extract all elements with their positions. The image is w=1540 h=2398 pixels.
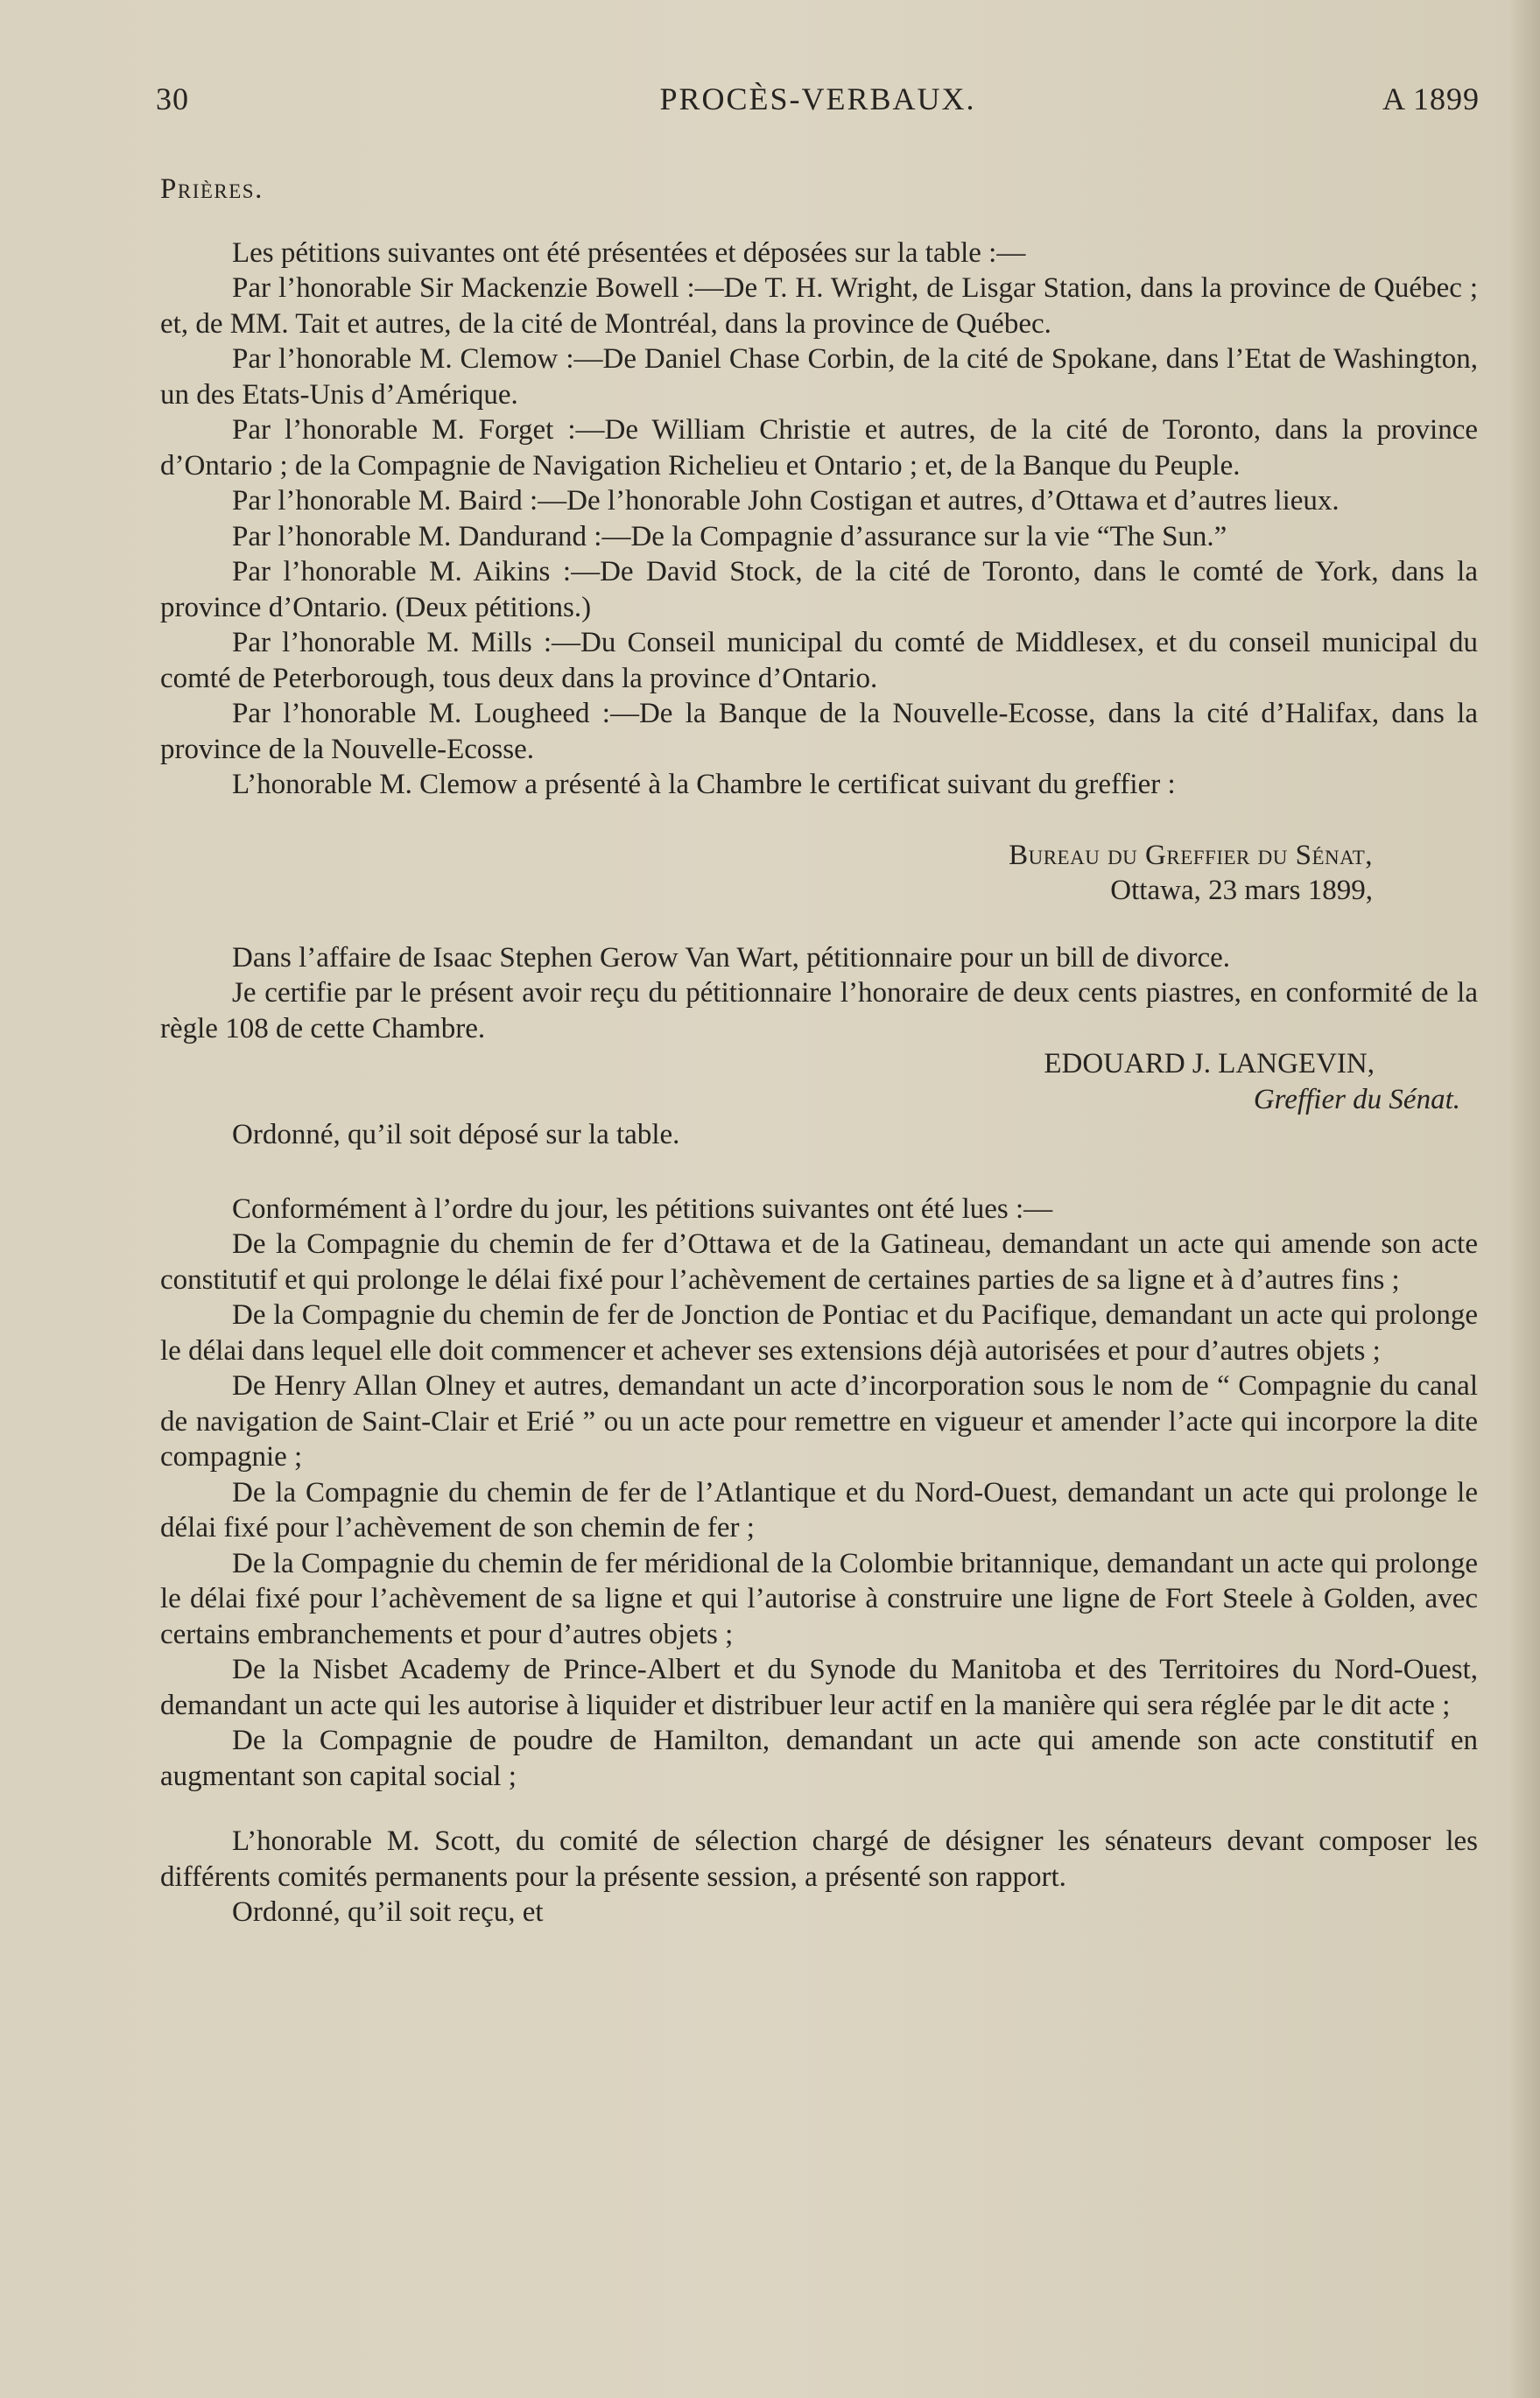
certificate-matter: Dans l’affaire de Isaac Stephen Gerow Van Wart, pétitionnaire pour un bill de divorce. [232, 941, 1231, 974]
petition-read-paragraph: De la Compagnie du chemin de fer méridional de la Colombie britannique, demandant un acte qui prolonge le délai fixé pour l’achèvement de sa ligne et qui l’autorise à construire une ligne de Fort Steele à Golden, avec certains embranchements et pour d’autres objets ; [160, 1547, 1478, 1650]
page-edge-shadow [1508, 0, 1540, 2398]
petition-paragraph: Par l’honorable M. Aikins :—De David Stock, de la cité de Toronto, dans le comté de York, dans la province d’Ontario. (Deux pétitions.) [160, 556, 1478, 623]
petition-read-paragraph: De la Compagnie du chemin de fer d’Ottawa et de la Gatineau, demandant un acte qui amende son acte constitutif et qui prolonge le délai fixé pour l’achèvement de certaines parties de sa ligne et à d’autres fins ; [160, 1228, 1478, 1296]
page-body [160, 172, 1478, 1930]
petition-paragraph: L’honorable M. Clemow a présenté à la Chambre le certificat suivant du greffier : [232, 769, 1176, 800]
year-label: A 1899 [1382, 81, 1480, 116]
petition-read-paragraph: De Henry Allan Olney et autres, demandant un acte d’incorporation sous le nom de “ Compagnie du canal de navigation de Saint-Clair et Erié ” ou un acte pour remettre en vigueur et amender l’acte qui incorpore la dite compagnie ; [160, 1370, 1478, 1473]
page-number: 30 [156, 81, 189, 116]
petition-paragraph: Par l’honorable Sir Mackenzie Bowell :—De T. H. Wright, de Lisgar Station, dans la province de Québec ; et, de MM. Tait et autres, de la cité de Montréal, dans la province de Québec. [160, 272, 1478, 340]
petition-paragraph: Par l’honorable M. Dandurand :—De la Compagnie d’assurance sur la vie “The Sun.” [232, 520, 1227, 552]
intro-paragraph: Les pétitions suivantes ont été présentées et déposées sur la table :— [232, 236, 1026, 269]
petition-paragraph: Par l’honorable M. Clemow :—De Daniel Chase Corbin, de la cité de Spokane, dans l’Etat de Washington, un des Etats-Unis d’Amérique. [160, 343, 1478, 411]
petition-read-paragraph: De la Compagnie du chemin de fer de l’Atlantique et du Nord-Ouest, demandant un acte qui prolonge le délai fixé pour l’achèvement de son chemin de fer ; [160, 1476, 1478, 1544]
certificate-place-date: Ottawa, 23 mars 1899, [1110, 875, 1373, 906]
petition-paragraph: Par l’honorable M. Forget :—De William Christie et autres, de la cité de Toronto, dans la province d’Ontario ; de la Compagnie de Navigation Richelieu et Ontario ; et, de la Banque du Peuple. [160, 414, 1478, 482]
petition-read-paragraph: De la Nisbet Academy de Prince-Albert et du Synode du Manitoba et des Territoires du Nord-Ouest, demandant un acte qui les autorise à liquider et distribuer leur actif en la manière qui sera réglée par le dit acte ; [160, 1654, 1478, 1721]
petition-paragraph: Par l’honorable M. Baird :—De l’honorable John Costigan et autres, d’Ottawa et d’autres lieux. [232, 485, 1340, 517]
certificate-signature: EDOUARD J. LANGEVIN, [1044, 1048, 1375, 1079]
running-title: PROCÈS-VERBAUX. [659, 81, 976, 116]
reading-intro-paragraph: Conformément à l’ordre du jour, les pétitions suivantes ont été lues :— [232, 1192, 1053, 1225]
petition-paragraph: Par l’honorable M. Lougheed :—De la Banque de la Nouvelle-Ecosse, dans la cité d’Halifax, dans la province de la Nouvelle-Ecosse. [160, 698, 1478, 765]
petition-read-paragraph: De la Compagnie du chemin de fer de Jonction de Pontiac et du Pacifique, demandant un acte qui prolonge le délai dans lequel elle doit commencer et achever ses extensions déjà autorisées et pour d’autres objets ; [160, 1299, 1478, 1367]
running-header [156, 81, 1480, 124]
petition-read-paragraph: De la Compagnie de poudre de Hamilton, demandant un acte qui amende son acte constitutif en augmentant son capital social ; [160, 1725, 1478, 1792]
certificate-office: Bureau du Greffier du Sénat, [1009, 839, 1373, 871]
certificate-statement: Je certifie par le présent avoir reçu du pétitionnaire l’honoraire de deux cents piastres, en conformité de la règle 108 de cette Chambre. [160, 977, 1478, 1044]
committee-report-paragraph: L’honorable M. Scott, du comité de sélection chargé de désigner les sénateurs devant composer les différents comités permanents pour la présente session, a présenté son rapport. [160, 1825, 1478, 1893]
section-heading: Prières. [160, 173, 264, 205]
petition-paragraph: Par l’honorable M. Mills :—Du Conseil municipal du comté de Middlesex, et du conseil municipal du comté de Peterborough, tous deux dans la province d’Ontario. [160, 627, 1478, 694]
certificate-signature-role: Greffier du Sénat. [1253, 1083, 1460, 1115]
ordered-received-paragraph: Ordonné, qu’il soit reçu, et [232, 1896, 544, 1928]
ordered-table-paragraph: Ordonné, qu’il soit déposé sur la table. [232, 1119, 680, 1150]
